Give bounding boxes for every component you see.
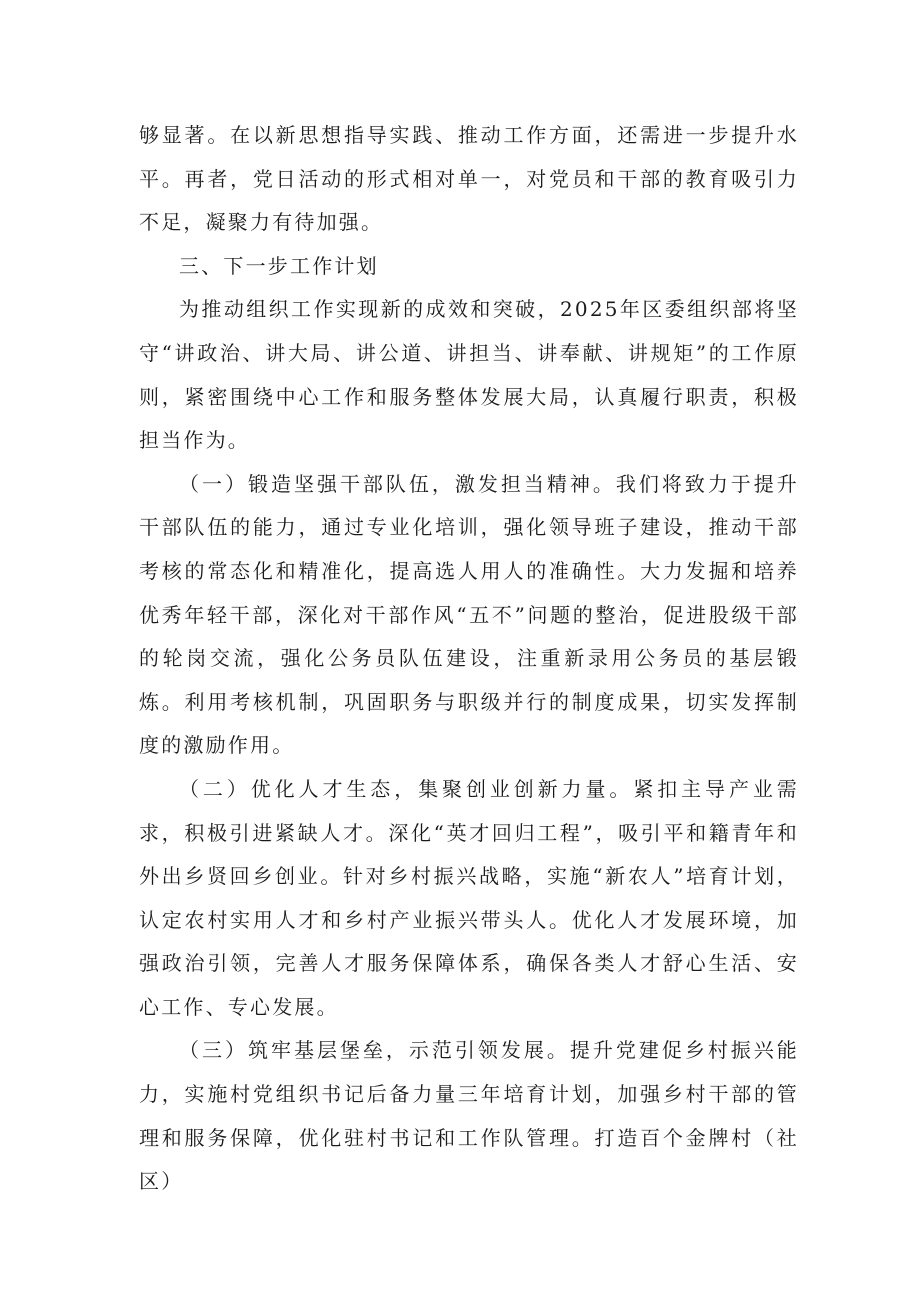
paragraph-item-1: （一）锻造坚强干部队伍，激发担当精神。我们将致力于提升干部队伍的能力，通过专业化培训，强化领导班子建设，推动干部考核的常态化和精准化，提高选人用人的准确性。大力发掘和培养优秀年轻干部，深化对干部作风“五不”问题的整治，促进股级干部的轮岗交流，强化公务员队伍建设，注重新录用公务员的基层锻炼。利用考核机制，巩固职务与职级并行的制度成果，切实发挥制度的激励作用。	[139, 471, 799, 758]
paragraph-continuation: 够显著。在以新思想指导实践、推动工作方面，还需进一步提升水平。再者，党日活动的形式相对单一，对党员和干部的教育吸引力不足，凝聚力有待加强。	[139, 123, 799, 235]
section-heading: 三、下一步工作计划	[179, 253, 379, 278]
paragraph-intro: 为推动组织工作实现新的成效和突破，2025年区委组织部将坚守“讲政治、讲大局、讲公道、讲担当、讲奉献、讲规矩”的工作原则，紧密围绕中心工作和服务整体发展大局，认真履行职责，积极担当作为。	[139, 297, 799, 453]
paragraph-item-3: （三）筑牢基层堡垒，示范引领发展。提升党建促乡村振兴能力，实施村党组织书记后备力量三年培育计划，加强乡村干部的管理和服务保障，优化驻村书记和工作队管理。打造百个金牌村（社区）	[139, 1038, 799, 1194]
document-body	[139, 114, 799, 1204]
paragraph-item-2: （二）优化人才生态，集聚创业创新力量。紧扣主导产业需求，积极引进紧缺人才。深化“英才回归工程”，吸引平和籍青年和外出乡贤回乡创业。针对乡村振兴战略，实施“新农人”培育计划，认定农村实用人才和乡村产业振兴带头人。优化人才发展环境，加强政治引领，完善人才服务保障体系，确保各类人才舒心生活、安心工作、专心发展。	[139, 776, 799, 1019]
